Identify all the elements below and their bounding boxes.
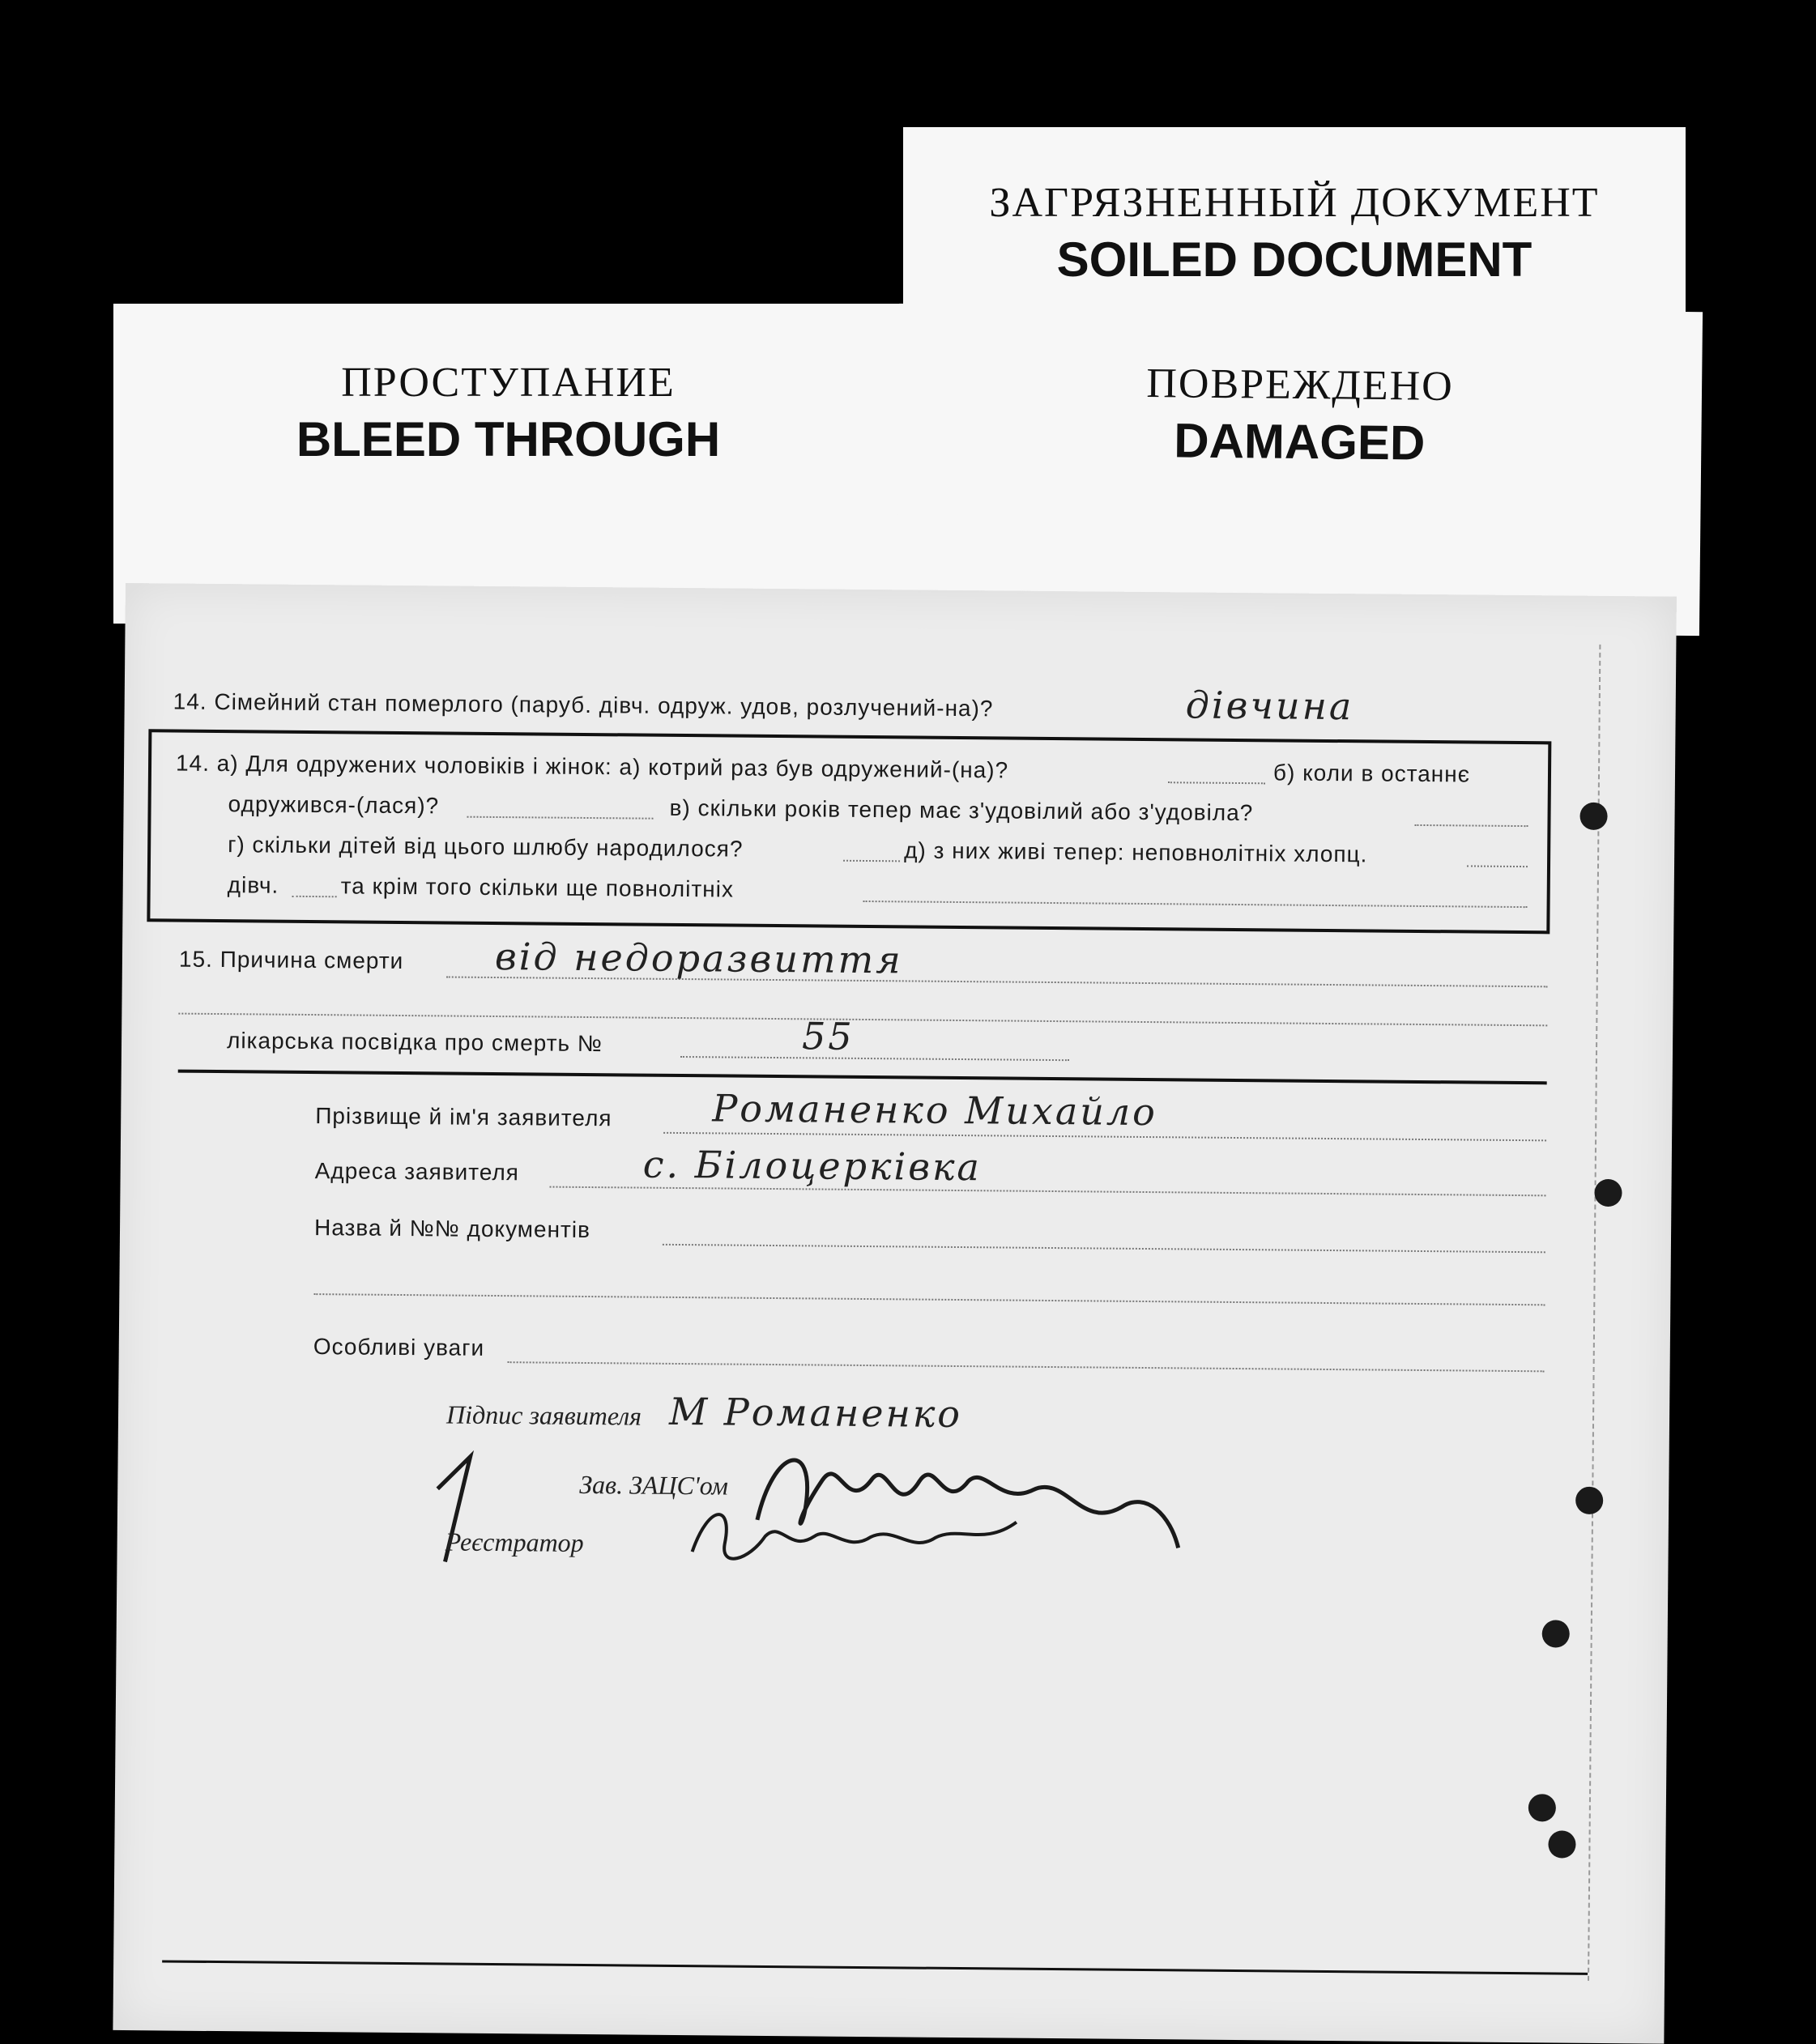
q14a-line1-fill: [1168, 781, 1265, 784]
applicant-name-answer: Романенко Михайло: [712, 1086, 1158, 1135]
registrar-label: Реєстратор: [445, 1527, 584, 1557]
notes-label: Особливі уваги: [313, 1334, 485, 1361]
q14a-line4: дівч.: [227, 872, 279, 898]
applicant-name-label: Прізвище й ім'я заявителя: [315, 1103, 612, 1131]
q14a-line2: одружився-(лася)?: [228, 791, 440, 819]
q14a-box: [147, 729, 1551, 934]
fold-line: [1588, 645, 1601, 1981]
q14a-line2-b: в) скільки років тепер має з'удовілий або з'удовіла?: [669, 794, 1254, 826]
q15-label: 15. Причина смерти: [178, 946, 404, 974]
q14a-line3: г) скільки дітей від цього шлюбу народилося?: [228, 832, 744, 862]
signature-applicant: М Романенко: [668, 1389, 963, 1437]
documents-fill: [663, 1244, 1545, 1254]
q15-fill-2: [178, 1013, 1547, 1027]
bottom-rule: [162, 1960, 1588, 1974]
applicant-address-answer: с. Білоцерківка: [642, 1142, 983, 1190]
bleed-label-en: BLEED THROUGH: [296, 412, 721, 466]
q14a-line1-b: б) коли в останнє: [1272, 760, 1471, 787]
q14a-line3-b: д) з них живі тепер: неповнолітніх хлопц.: [904, 837, 1368, 867]
cert-fill: [680, 1056, 1069, 1061]
death-record-form: [113, 583, 1677, 2044]
q14a-line4-b: та крім того скільки ще повнолітніх: [340, 873, 735, 902]
bleed-through-label: [113, 304, 903, 624]
soiled-label-en: SOILED DOCUMENT: [1056, 232, 1533, 287]
q14a-line3-fill: [843, 860, 900, 862]
q14a-line4-fill: [292, 896, 337, 897]
punch-hole: [1548, 1830, 1575, 1858]
damaged-label-en: DAMAGED: [1174, 413, 1426, 471]
head-label: Зав. ЗАЦС'ом: [579, 1469, 729, 1501]
punch-hole: [1528, 1794, 1556, 1821]
q14a-line4-b-fill: [863, 901, 1528, 908]
applicant-address-fill: [550, 1186, 1546, 1197]
documents-fill-2: [313, 1293, 1545, 1305]
q14-label: 14. Сімейний стан померлого (паруб. дівч. одруж. удов, розлучений-на)?: [173, 688, 994, 722]
section-divider: [178, 1070, 1547, 1085]
notes-fill: [508, 1361, 1545, 1372]
punch-hole: [1575, 1487, 1603, 1514]
documents-label: Назва й №№ документів: [313, 1215, 591, 1243]
applicant-address-label: Адреса заявителя: [314, 1158, 520, 1186]
cert-answer: 55: [801, 1014, 855, 1058]
soiled-label-ru: ЗАГРЯЗНЕННЫЙ ДОКУМЕНТ: [989, 180, 1600, 226]
q14a-line2-b-fill: [1414, 824, 1528, 827]
damaged-label: [896, 304, 1703, 636]
punch-hole: [1579, 803, 1607, 830]
signature-applicant-label: Підпис заявителя: [445, 1399, 642, 1431]
q14-answer: дівчина: [1185, 683, 1354, 729]
q14a-line2-fill: [467, 816, 653, 820]
punch-hole: [1594, 1179, 1622, 1207]
cert-label: лікарська посвідка про смерть №: [226, 1028, 603, 1057]
bleed-label-ru: ПРОСТУПАНИЕ: [341, 360, 676, 406]
damaged-label-ru: ПОВРЕЖДЕНО: [1146, 360, 1455, 410]
punch-hole: [1542, 1620, 1570, 1647]
q14a-line1: 14. а) Для одружених чоловіків і жінок: а) котрий раз був одружений-(на)?: [175, 750, 1009, 783]
registrar-signature: [684, 1487, 1025, 1579]
q14a-line3-b-fill: [1467, 865, 1528, 867]
q15-answer: від недоразвиття: [494, 934, 903, 982]
